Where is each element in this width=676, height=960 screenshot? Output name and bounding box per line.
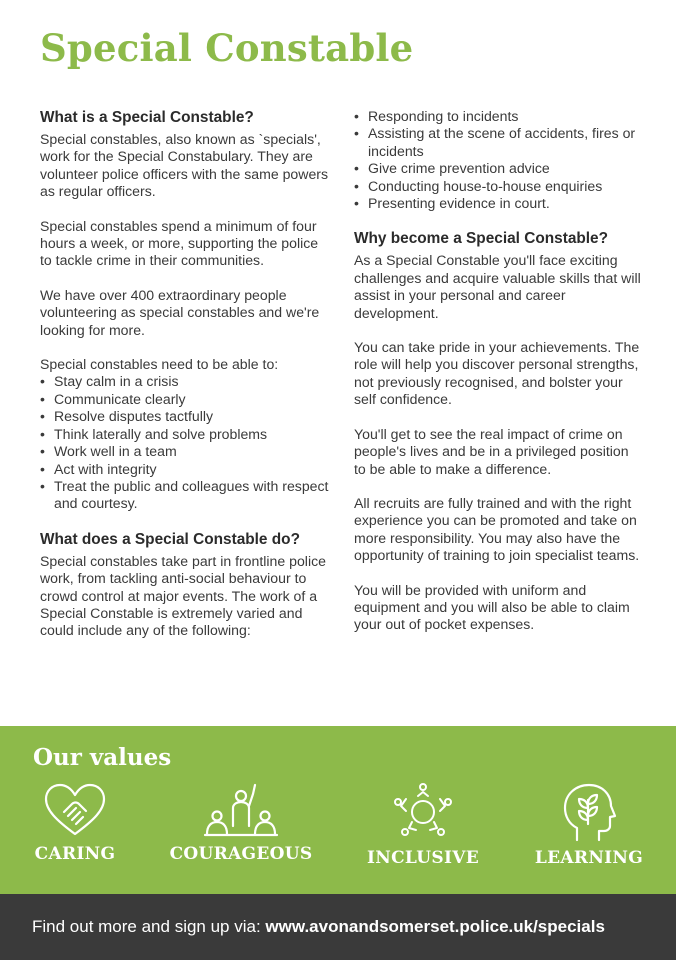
what-do-paragraph: Special constables take part in frontline police work, from tackling anti-social behaviour to crowd control at major events. The work of a Special Constable is extremely varied and could include any of the following:: [40, 552, 326, 639]
what-is-heading: What is a Special Constable?: [40, 109, 254, 126]
list-item: • Conducting house-to-house enquiries: [354, 178, 644, 195]
list-item: • Resolve disputes tactfully: [40, 408, 332, 425]
value-label: INCLUSIVE: [367, 848, 479, 868]
list-item: • Assisting at the scene of accidents, fires or incidents: [354, 125, 644, 160]
what-is-paragraph-1: Special constables, also known as `specials', work for the Special Constabulary. They are volunteer police officers with the same powers as regular officers.: [40, 131, 329, 200]
footer-text: Find out more and sign up via:: [32, 917, 266, 936]
value-learning: [514, 782, 664, 868]
needs-intro: Special constables need to be able to:: [40, 356, 279, 373]
right-column: [354, 108, 644, 651]
page-title: Special Constable: [40, 26, 414, 70]
what-is-paragraph-2: Special constables spend a minimum of four hours a week, or more, supporting the police to tackle crime in their communities.: [40, 217, 319, 269]
value-inclusive: [348, 782, 498, 868]
list-item: • Work well in a team: [40, 443, 332, 460]
why-paragraph-2: You can take pride in your achievements. The role will help you discover personal strengths, not previously recognised, and bolster your self confidence.: [354, 339, 640, 408]
why-paragraph-1: As a Special Constable you'll face exciting challenges and acquire valuable skills that will assist in your personal and career development.: [354, 252, 641, 321]
value-caring: [0, 782, 150, 864]
raised-hand-group-icon: [203, 782, 279, 838]
people-circle-icon: [385, 782, 461, 842]
heart-hands-icon: [42, 782, 108, 838]
list-item: • Give crime prevention advice: [354, 160, 644, 177]
footer-url-link[interactable]: www.avonandsomerset.police.uk/specials: [265, 917, 605, 936]
footer: [0, 894, 676, 960]
list-item: • Act with integrity: [40, 461, 332, 478]
list-item: • Presenting evidence in court.: [354, 195, 644, 212]
list-item: • Treat the public and colleagues with respect and courtesy.: [40, 478, 332, 513]
what-is-paragraph-3: We have over 400 extraordinary people volunteering as special constables and we're looking for more.: [40, 286, 320, 338]
value-label: COURAGEOUS: [169, 844, 313, 864]
why-paragraph-5: You will be provided with uniform and equipment and you will also be able to claim your out of pocket expenses.: [354, 581, 630, 633]
value-courageous: [166, 782, 316, 864]
value-label: LEARNING: [534, 848, 644, 868]
why-heading: Why become a Special Constable?: [354, 230, 609, 248]
list-item: • Responding to incidents: [354, 108, 644, 125]
why-paragraph-3: You'll get to see the real impact of crime on people's lives and be in a privileged position to be able to make a difference.: [354, 425, 629, 477]
left-column: [40, 108, 332, 640]
what-do-heading: What does a Special Constable do?: [40, 530, 300, 548]
head-growth-icon: [561, 782, 617, 842]
needs-list: [40, 373, 332, 512]
why-paragraph-4: All recruits are fully trained and with the right experience you can be promoted and take on more responsibility. You may also have the opportunity of training to join specialist teams.: [354, 494, 640, 564]
list-item: • Communicate clearly: [40, 391, 332, 408]
duties-list: [354, 108, 644, 212]
values-title: Our values: [33, 744, 172, 771]
list-item: • Think laterally and solve problems: [40, 426, 332, 443]
list-item: • Stay calm in a crisis: [40, 373, 332, 390]
value-label: CARING: [34, 844, 116, 864]
values-band: [0, 726, 676, 894]
